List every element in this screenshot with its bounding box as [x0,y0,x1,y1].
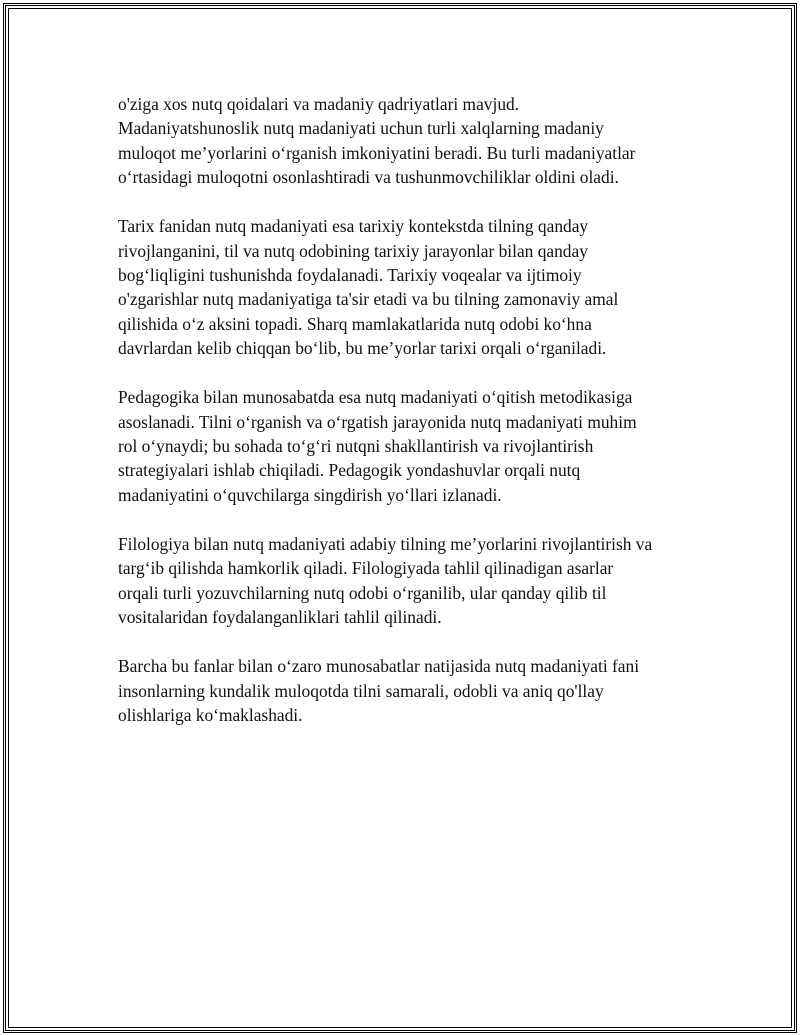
text-line: bog‘liqligini tushunishda foydalanadi. Tarixiy voqealar va ijtimoiy [118,265,582,286]
text-line: orqali turli yozuvchilarning nutq odobi o‘rganilib, ular qanday qilib til [118,582,607,603]
text-line: o‘rtasidagi muloqotni osonlashtiradi va tushunmovchiliklar oldini oladi. [118,167,619,188]
text-line: madaniyatini o‘quvchilarga singdirish yo‘llari izlanadi. [118,484,502,505]
text-line: vositalaridan foydalanganliklari tahlil qilinadi. [118,607,442,628]
document-body [118,92,693,752]
paragraph-3 [118,385,693,507]
text-line: muloqot me’yorlarini o‘rganish imkoniyatini beradi. Bu turli madaniyatlar [118,142,636,163]
text-line: o'ziga xos nutq qoidalari va madaniy qadriyatlari mavjud. [118,94,520,114]
paragraph-5 [118,654,693,727]
text-line: strategiyalari ishlab chiqiladi. Pedagogik yondashuvlar orqali nutq [118,460,581,481]
text-line: rol o‘ynaydi; bu sohada to‘g‘ri nutqni shakllantirish va rivojlantirish [118,436,594,457]
text-line: davrlardan kelib chiqqan bo‘lib, bu me’yorlar tarixi orqali o‘rganiladi. [118,338,607,359]
text-line: Filologiya bilan nutq madaniyati adabiy tilning me’yorlarini rivojlantirish va [118,533,653,554]
text-line: rivojlanganini, til va nutq odobining tarixiy jarayonlar bilan qanday [118,240,588,261]
text-line: Madaniyatshunoslik nutq madaniyati uchun turli xalqlarning madaniy [118,118,604,139]
text-line: Pedagogika bilan munosabatda esa nutq madaniyati o‘qitish metodikasiga [118,387,633,408]
text-line: qilishida o‘z aksini topadi. Sharq mamlakatlarida nutq odobi ko‘hna [118,313,592,334]
text-line: Tarix fanidan nutq madaniyati esa tarixiy kontekstda tilning qanday [118,216,589,237]
text-line: o'zgarishlar nutq madaniyatiga ta'sir etadi va bu tilning zamonaviy amal [118,289,619,310]
text-line: targ‘ib qilishda hamkorlik qiladi. Filologiyada tahlil qilinadigan asarlar [118,558,614,579]
paragraph-4 [118,532,693,630]
text-line: insonlarning kundalik muloqotda tilni samarali, odobli va aniq qo'llay [118,680,604,701]
text-line: asoslanadi. Tilni o‘rganish va o‘rgatish jarayonida nutq madaniyati muhim [118,411,637,432]
text-line: Barcha bu fanlar bilan o‘zaro munosabatlar natijasida nutq madaniyati fani [118,656,640,677]
paragraph-1 [118,92,693,190]
paragraph-2 [118,214,693,360]
text-line: olishlariga ko‘maklashadi. [118,704,303,725]
